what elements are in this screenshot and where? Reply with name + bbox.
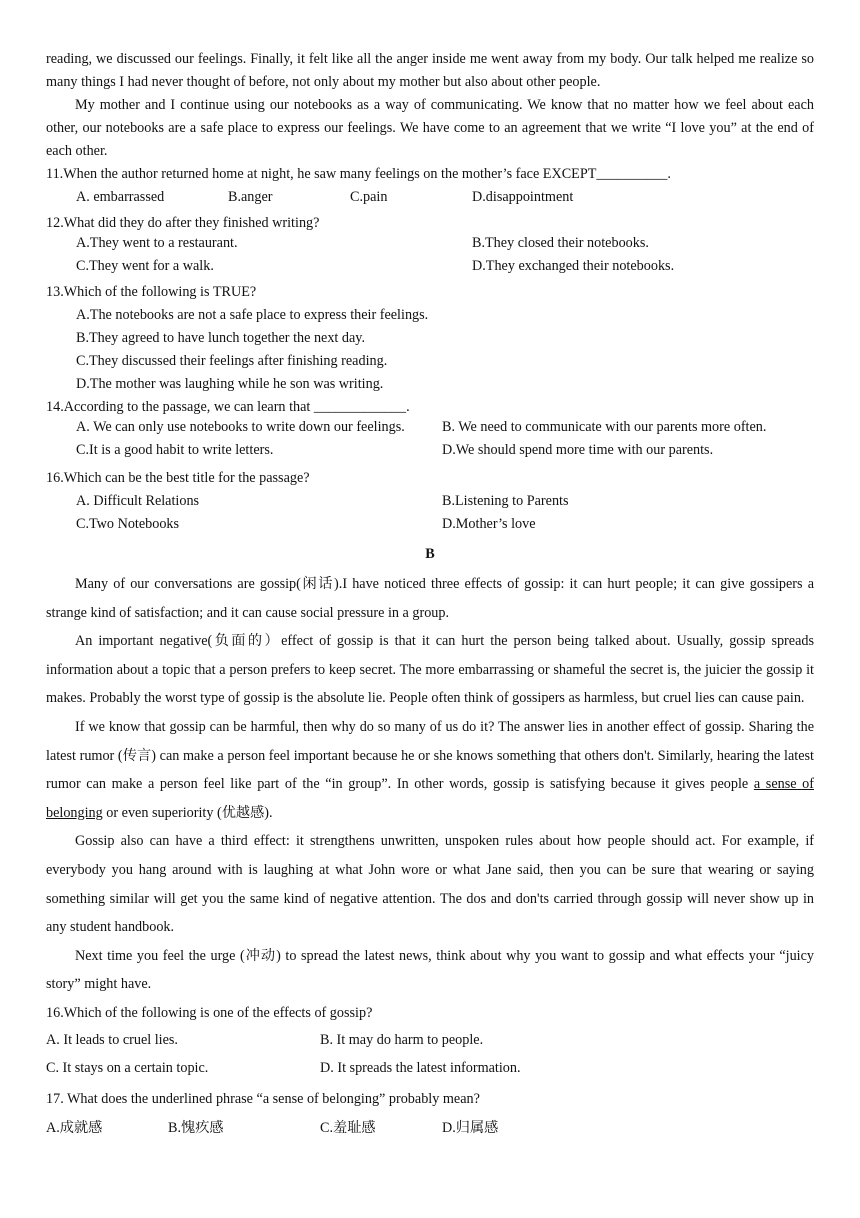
question-14-options-row1: [46, 419, 814, 442]
option-a: A. It leads to cruel lies.: [46, 1031, 178, 1048]
option-a: A. embarrassed: [76, 189, 165, 205]
question-13-stem: 13.Which of the following is TRUE?: [46, 284, 257, 300]
question-b17-stem: 17. What does the underlined phrase “a sense of belonging” probably mean?: [46, 1090, 480, 1107]
option-a: A. Difficult Relations: [76, 493, 200, 509]
underlined-phrase: a sense of belonging: [46, 776, 814, 821]
option-d: D.归属感: [442, 1120, 499, 1137]
passage-b-paragraph-1: Many of our conversations are gossip(闲话).I have noticed three effects of gossip: it can hurt people; it can give gossipers a strange kind of satisfaction; and it can cause social pressure in a group.: [46, 576, 814, 621]
section-b-heading: B: [425, 546, 435, 562]
option-c: C.羞耻感: [320, 1120, 376, 1137]
option-b: B.anger: [228, 189, 273, 205]
option-d: D.Mother’s love: [442, 516, 536, 532]
option-b: B.They agreed to have lunch together the next day.: [76, 330, 366, 346]
question-11-options: [46, 186, 814, 212]
option-c: C. It stays on a certain topic.: [46, 1060, 209, 1077]
option-a: A.They went to a restaurant.: [76, 235, 238, 251]
option-b: B. It may do harm to people.: [320, 1031, 484, 1048]
question-12-options-row1: [46, 235, 814, 258]
option-c: C.pain: [350, 189, 388, 205]
question-b16-stem: 16.Which of the following is one of the effects of gossip?: [46, 1004, 373, 1021]
exam-page: [46, 48, 814, 1142]
question-11-stem: 11.When the author returned home at night, he saw many feelings on the mother’s face EXCEPT__________.: [46, 166, 671, 182]
option-c: C.They discussed their feelings after finishing reading.: [76, 353, 388, 369]
passage-a-paragraph: reading, we discussed our feelings. Finally, it felt like all the anger inside me went away from my body. Our talk helped me realize so many things I had never thought of before, not only about my mother but also about other people.: [46, 51, 814, 90]
question-title-stem: 16.Which can be the best title for the passage?: [46, 470, 310, 486]
question-14-stem: 14.According to the passage, we can learn that _____________.: [46, 399, 410, 415]
question-b16-options-row2: [46, 1056, 814, 1085]
question-title-options-row1: [46, 493, 814, 516]
option-c: C.Two Notebooks: [76, 516, 180, 532]
paragraph-text: If we know that gossip can be harmful, then why do so many of us do it? The answer lies in another effect of gossip. Sharing the latest rumor (传言) can make a person feel important because he or she knows something that others don't. Similarly, hearing the latest rumor can make a person feel like part of the “in group”. In other words, gossip is satisfying because it gives people: [46, 718, 814, 793]
option-c: C.It is a good habit to write letters.: [76, 442, 274, 458]
option-c: C.They went for a walk.: [76, 258, 214, 274]
option-d: D.They exchanged their notebooks.: [472, 258, 675, 274]
passage-a-paragraph: My mother and I continue using our notebooks as a way of communicating. We know that no matter how we feel about each other, our notebooks are a safe place to express our feelings. We have come to an agreement that we write “I love you” at the end of each other.: [46, 97, 814, 159]
option-d: D. It spreads the latest information.: [320, 1060, 521, 1077]
option-b: B.They closed their notebooks.: [472, 235, 649, 251]
passage-b-paragraph-3: [46, 713, 814, 827]
option-b: B. We need to communicate with our parents more often.: [442, 419, 767, 435]
option-a: A.The notebooks are not a safe place to express their feelings.: [76, 307, 429, 323]
option-b: B.Listening to Parents: [442, 493, 569, 509]
option-b: B.愧疚感: [168, 1120, 224, 1137]
passage-b-paragraph-5: Next time you feel the urge (冲动) to spread the latest news, think about why you want to gossip and what effects your “juicy story” might have.: [46, 947, 814, 993]
option-a: A. We can only use notebooks to write down our feelings.: [76, 419, 405, 435]
passage-b-paragraph-4: Gossip also can have a third effect: it strengthens unwritten, unspoken rules about how people should act. For example, if everybody you hang around with is laughing at what John wore or what Jane said, then you can be sure that wearing or saying something similar will get you the same kind of negative attention. The dos and don'ts carried through gossip will never show up in any student handbook.: [46, 833, 814, 936]
question-b16-options-row1: [46, 1028, 814, 1057]
passage-b-paragraph-2: An important negative(负面的）effect of gossip is that it can hurt the person being talked about. Usually, gossip spreads information about a topic that a person prefers to keep secret. The more embarrassing or shameful the secret is, the juicier the gossip it makes. Probably the worst type of gossip is the absolute lie. People often think of gossipers as harmless, but cruel lies can cause pain.: [46, 633, 814, 707]
question-b17-options: [46, 1113, 814, 1142]
paragraph-text: or even superiority (优越感).: [102, 804, 273, 821]
question-12-options-row2: [46, 258, 814, 281]
option-a: A.成就感: [46, 1120, 103, 1137]
question-14-options-row2: [46, 442, 814, 465]
option-d: D.The mother was laughing while he son was writing.: [76, 376, 384, 392]
option-d: D.disappointment: [472, 189, 574, 205]
question-12-stem: 12.What did they do after they finished writing?: [46, 215, 320, 231]
question-title-options-row2: [46, 516, 814, 539]
option-d: D.We should spend more time with our parents.: [442, 442, 714, 458]
